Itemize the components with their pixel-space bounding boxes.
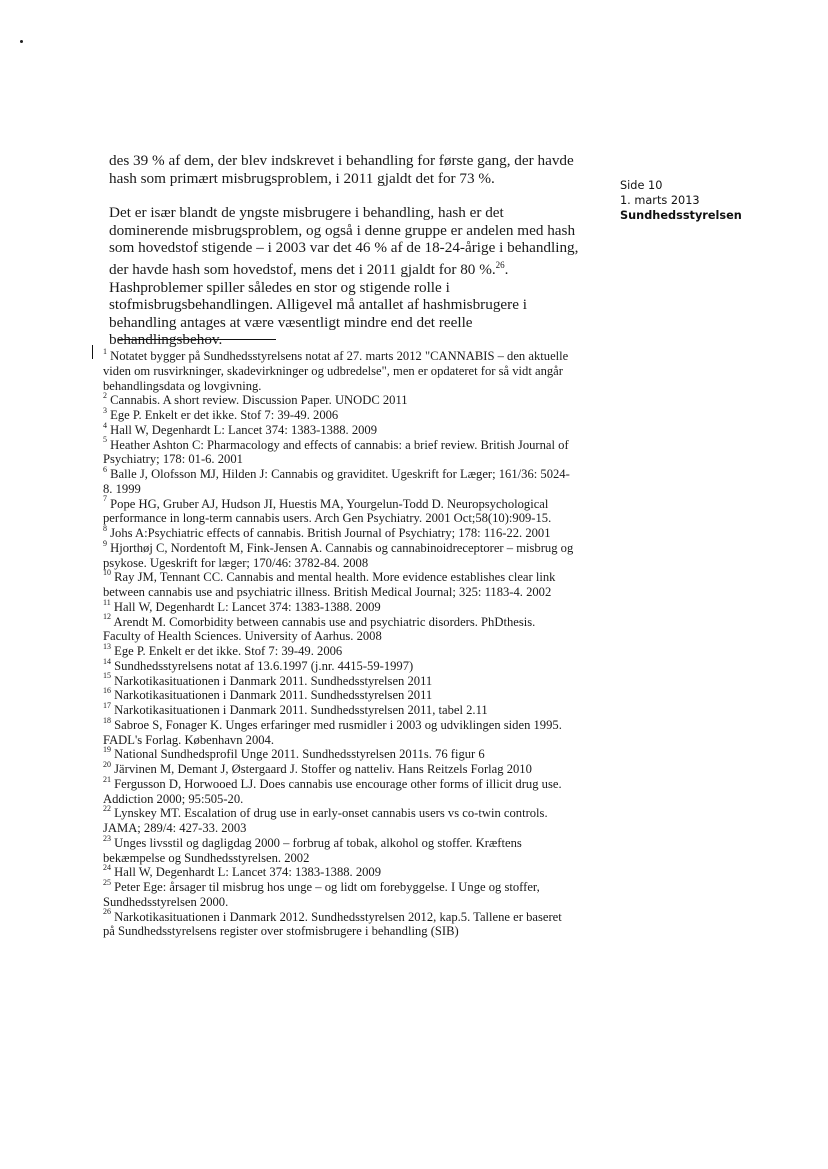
footnote-text: Hall W, Degenhardt L: Lancet 374: 1383-1388. 2009 (110, 422, 378, 437)
document-date: 1. marts 2013 (620, 194, 700, 207)
footnote (103, 700, 575, 718)
footnote (103, 538, 575, 571)
footnote-number: 1 (103, 346, 107, 356)
footnote-text: Johs A:Psychiatric effects of cannabis. British Journal of Psychiatry; 178: 116-22. 2001 (110, 526, 551, 540)
footnote (103, 865, 575, 880)
footnote-text: Pope HG, Gruber AJ, Hudson JI, Huestis MA, Yourgelun-Todd D. Neuropsychological performance in long-term cannabis users. Arch Gen Psychiatry. 2001 Oct;58(10):909-15. (103, 496, 552, 526)
footnote (103, 641, 575, 659)
footnotes (103, 346, 575, 939)
page-meta (620, 178, 742, 223)
footnote (103, 759, 575, 777)
footnote-separator (118, 339, 276, 340)
footnote (103, 747, 575, 762)
footnote-text: Hall W, Degenhardt L: Lancet 374: 1383-1388. 2009 (114, 865, 382, 880)
footnote (103, 715, 575, 748)
footnote (103, 523, 575, 541)
footnote-number: 15 (103, 671, 111, 681)
footnote (103, 806, 575, 836)
footnote (103, 612, 575, 645)
footnote-text: Ray JM, Tennant CC. Cannabis and mental health. More evidence establishes clear link between cannabis use and psychiatric illness. British Medical Journal; 325: 1183-4. 2002 (103, 570, 556, 599)
footnote-text: Heather Ashton C: Pharmacology and effects of cannabis: a brief review. British Journal of Psychiatry; 178: 01-6. 2001 (103, 437, 569, 467)
page-number: Side 10 (620, 179, 663, 192)
footnote (103, 405, 575, 423)
scan-dot (20, 40, 23, 43)
footnote-text: Narkotikasituationen i Danmark 2012. Sundhedsstyrelsen 2012, kap.5. Tallene er baseret på Sundhedsstyrelsens register over stofmisbrugere i behandling (SIB) (103, 909, 562, 939)
footnote-number: 6 (103, 464, 107, 474)
footnote-number: 23 (103, 833, 111, 843)
footnote-text: Järvinen M, Demant J, Østergaard J. Stoffer og natteliv. Hans Reitzels Forlag 2010 (114, 762, 532, 776)
footnote (103, 464, 575, 497)
footnote-number: 13 (103, 641, 111, 651)
footnote-text: Fergusson D, Horwooed LJ. Does cannabis use encourage other forms of illicit drug use. Addiction 2000; 95:505-20. (103, 776, 562, 806)
footnote-number: 25 (103, 877, 111, 887)
footnote-number: 22 (103, 804, 111, 814)
footnote-number: 10 (103, 568, 111, 578)
footnote-text: Narkotikasituationen i Danmark 2011. Sundhedsstyrelsen 2011 (114, 673, 433, 688)
footnote (103, 393, 575, 408)
body-text (109, 152, 579, 366)
footnote (103, 833, 575, 866)
footnote-text: Peter Ege: årsager til misbrug hos unge – og lidt om forebyggelse. I Unge og stoffer, Sundhedsstyrelsen 2000. (103, 880, 540, 909)
footnote-text: Hall W, Degenhardt L: Lancet 374: 1383-1388. 2009 (113, 599, 381, 614)
footnote-text: Sundhedsstyrelsens notat af 13.6.1997 (j.nr. 4415-59-1997) (114, 658, 414, 673)
footnote (103, 494, 575, 527)
revision-bar (92, 345, 93, 359)
footnote-text: Ege P. Enkelt er det ikke. Stof 7: 39-49. 2006 (114, 644, 343, 658)
footnote (103, 688, 575, 703)
footnote-text: National Sundhedsprofil Unge 2011. Sundhedsstyrelsen 2011s. 76 figur 6 (114, 747, 485, 762)
footnote-number: 9 (103, 538, 107, 548)
footnote (103, 656, 575, 674)
footnote (103, 597, 575, 615)
footnote-number: 2 (103, 391, 107, 401)
footnote-number: 26 (103, 907, 111, 917)
footnote (103, 877, 575, 910)
organization-name: Sundhedsstyrelsen (620, 209, 742, 222)
footnote (103, 907, 575, 940)
footnote (103, 570, 575, 600)
footnote (103, 671, 575, 689)
paragraph-text: Det er især blandt de yngste misbrugere i behandling, hash er det dominerende misbrugsproblem, og også i denne gruppe er andelen med hash som hovedstof stigende – i 2003 var det 46 % af de 18-24-årige i behandling, der havde hash som hovedstof, mens det i 2011 gjaldt for 80 %. (109, 204, 579, 279)
footnote-number: 8 (103, 523, 107, 533)
footnote-number: 4 (103, 420, 107, 430)
footnote-number: 3 (103, 405, 107, 415)
footnote-text: Unges livsstil og dagligdag 2000 – forbrug af tobak, alkohol og stoffer. Kræftens bekæmpelse og Sundhedsstyrelsen. 2002 (103, 835, 522, 865)
paragraph-text: . Hashproblemer spiller således en stor og stigende rolle i stofmisbrugsbehandlingen. Alligevel må antallet af hashmisbrugere i behandling antages at være væsentligt mindre end det reelle behandlingsbehov. (109, 261, 527, 349)
footnote-number: 5 (103, 435, 107, 445)
footnote-number: 19 (103, 745, 111, 755)
paragraph (109, 204, 579, 349)
footnote-number: 14 (103, 656, 111, 666)
footnote-ref: 26 (495, 259, 505, 270)
footnote-number: 11 (103, 597, 111, 607)
footnote-text: Sabroe S, Fonager K. Unges erfaringer med rusmidler i 2003 og udviklingen siden 1995. FADL's Forlag. København 2004. (103, 717, 562, 747)
footnote-text: Notatet bygger på Sundhedsstyrelsens notat af 27. marts 2012 "CANNABIS – den aktuelle viden om rusvirkninger, skadevirkninger og udbredelse", men er opdateret for så vidt angår behandlingsdata og lovgivning. (103, 349, 569, 393)
footnote-text: Narkotikasituationen i Danmark 2011. Sundhedsstyrelsen 2011 (114, 688, 433, 703)
paragraph: des 39 % af dem, der blev indskrevet i behandling for første gang, der havde hash som primært misbrugsproblem, i 2011 gjaldt det for 73 %. (109, 152, 574, 187)
footnote (103, 346, 575, 393)
footnote (103, 420, 575, 438)
footnote-text: Lynskey MT. Escalation of drug use in early-onset cannabis users vs co-twin controls. JAMA; 289/4: 427-33. 2003 (103, 806, 548, 835)
footnote (103, 774, 575, 807)
footnote-number: 12 (103, 612, 111, 622)
footnote-number: 7 (103, 494, 107, 504)
footnote-number: 24 (103, 863, 111, 873)
footnote-text: Cannabis. A short review. Discussion Paper. UNODC 2011 (110, 393, 408, 408)
footnote-text: Ege P. Enkelt er det ikke. Stof 7: 39-49. 2006 (110, 408, 339, 422)
footnote-text: Arendt M. Comorbidity between cannabis use and psychiatric disorders. PhDthesis. Faculty of Health Sciences. University of Aarhus. 2008 (103, 614, 536, 644)
footnote-number: 17 (103, 700, 111, 710)
footnote-number: 18 (103, 715, 111, 725)
footnote-number: 16 (103, 686, 111, 696)
footnote-number: 21 (103, 774, 111, 784)
footnote-number: 20 (103, 759, 111, 769)
footnote-text: Balle J, Olofsson MJ, Hilden J: Cannabis og graviditet. Ugeskrift for Læger; 161/36: 5024-8. 1999 (103, 467, 570, 496)
footnote-text: Hjorthøj C, Nordentoft M, Fink-Jensen A. Cannabis og cannabinoidreceptorer – misbrug og psykose. Ugeskrift for læger; 170/46: 3782-84. 2008 (103, 540, 574, 570)
footnote (103, 435, 575, 468)
footnote-text: Narkotikasituationen i Danmark 2011. Sundhedsstyrelsen 2011, tabel 2.11 (114, 703, 488, 717)
